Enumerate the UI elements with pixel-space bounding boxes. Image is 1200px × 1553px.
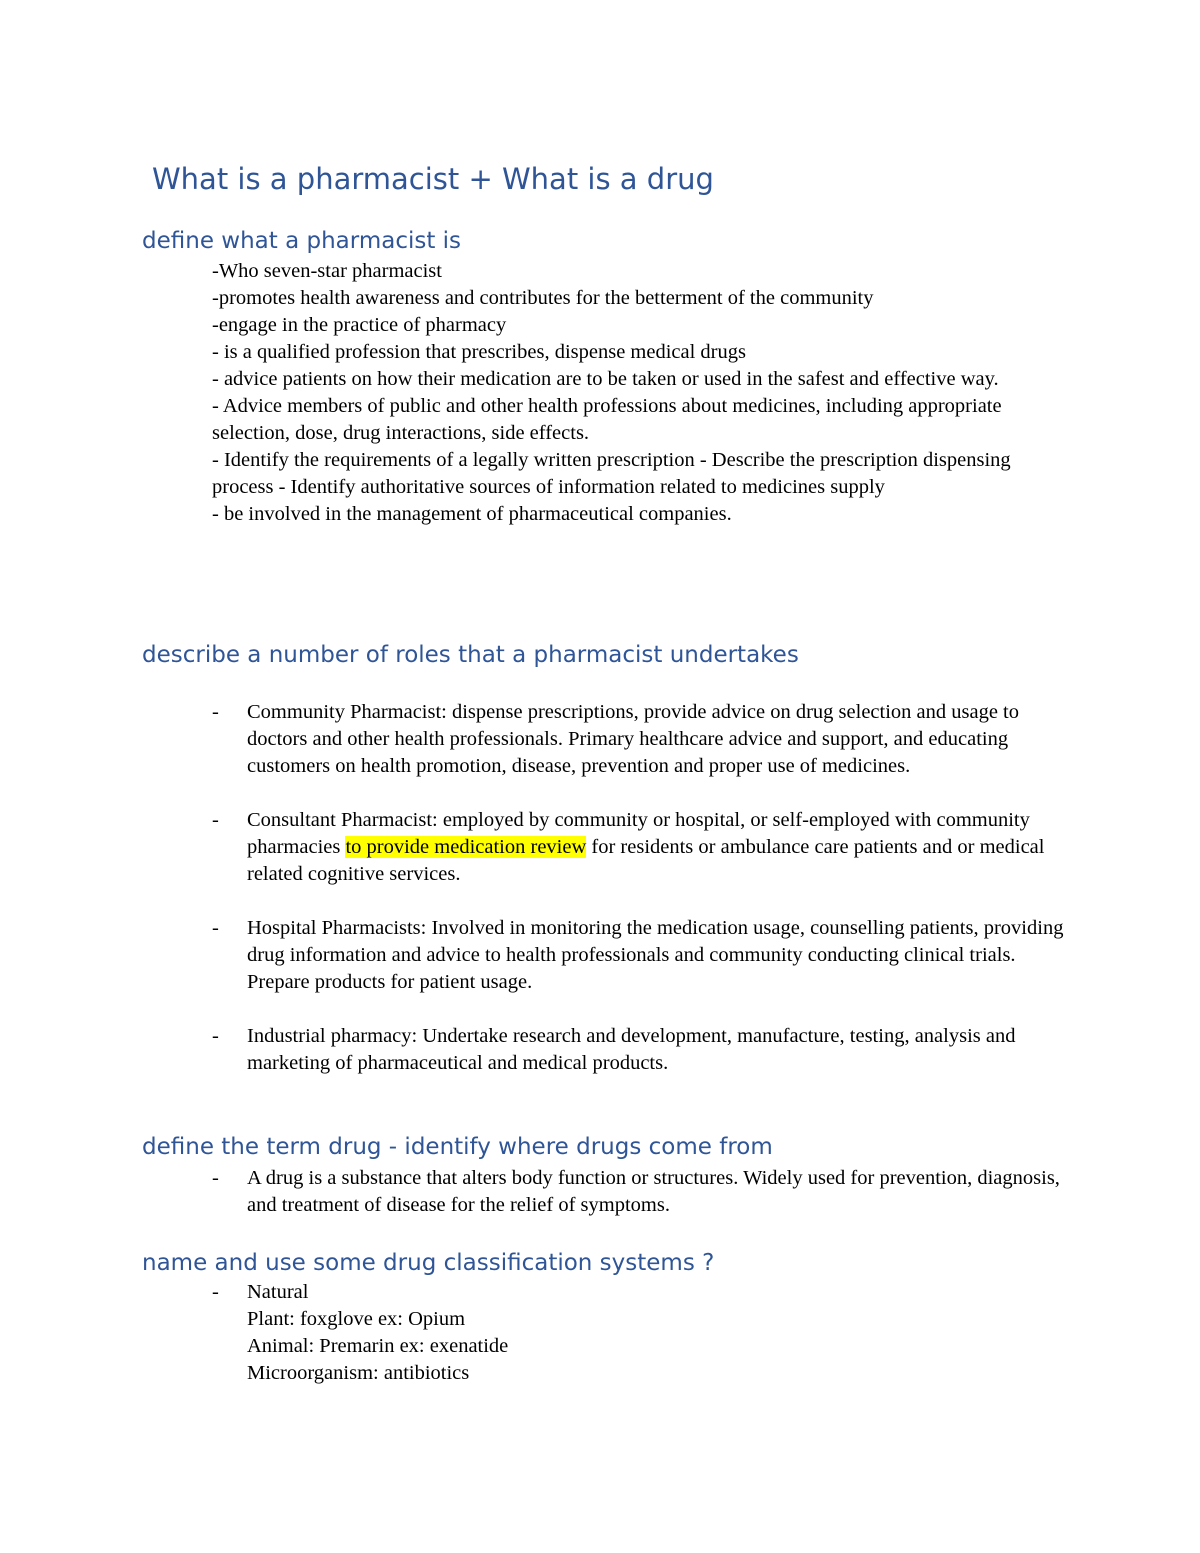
list-item: - is a qualified profession that prescribes, dispense medical drugs	[212, 341, 746, 363]
role-consultant-pharmacist	[212, 807, 1072, 888]
roles-list	[212, 699, 1072, 1077]
list-item: - advice patients on how their medication are to be taken or used in the safest and effective way.	[212, 368, 999, 390]
list-item: -engage in the practice of pharmacy	[212, 314, 507, 336]
classification-plant: Plant: foxglove ex: Opium	[247, 1308, 466, 1330]
classification-microorganism: Microorganism: antibiotics	[247, 1362, 470, 1384]
heading-drug-term: define the term drug - identify where drugs come from	[142, 1134, 773, 1160]
classification-natural: Natural	[247, 1281, 309, 1303]
dash-bullet: -	[212, 809, 219, 831]
highlighted-text: to provide medication review	[345, 836, 587, 858]
dash-bullet: -	[212, 701, 219, 723]
dash-bullet: -	[212, 1281, 219, 1303]
heading-define-pharmacist: define what a pharmacist is	[142, 228, 462, 254]
role-text: Hospital Pharmacists: Involved in monitoring the medication usage, counselling patients, providing drug information and advice to health professionals and community conducting clinical trials. Prepare products for patient usage.	[247, 917, 1064, 993]
role-text: Community Pharmacist: dispense prescriptions, provide advice on drug selection and usage to doctors and other health professionals. Primary healthcare advice and support, and educating customers on health promotion, disease, prevention and proper use of medicines.	[247, 701, 1020, 777]
list-item	[212, 1279, 1072, 1387]
pharmacist-definition-list	[212, 258, 1042, 528]
dash-bullet: -	[212, 1167, 219, 1189]
list-item: - Advice members of public and other health professions about medicines, including appropriate selection, dose, drug interactions, side effects.	[212, 395, 1002, 444]
document-title: What is a pharmacist + What is a drug	[152, 162, 714, 196]
role-industrial-pharmacy	[212, 1023, 1072, 1077]
heading-roles: describe a number of roles that a pharmacist undertakes	[142, 642, 799, 668]
drug-definition-text: A drug is a substance that alters body function or structures. Widely used for prevention, diagnosis, and treatment of disease for the relief of symptoms.	[247, 1167, 1060, 1216]
classification-animal: Animal: Premarin ex: exenatide	[247, 1335, 509, 1357]
list-item: -Who seven-star pharmacist	[212, 260, 442, 282]
role-text-before: Consultant Pharmacist: employed by community or hospital, or self-employed with community pharmacies	[247, 809, 1030, 858]
role-community-pharmacist	[212, 699, 1072, 780]
role-text: Industrial pharmacy: Undertake research and development, manufacture, testing, analysis and marketing of pharmaceutical and medical products.	[247, 1025, 1016, 1074]
dash-bullet: -	[212, 917, 219, 939]
list-item: - Identify the requirements of a legally written prescription - Describe the prescription dispensing process - Identify authoritative sources of information related to medicines supply	[212, 449, 1011, 498]
list-item	[212, 1165, 1072, 1219]
classification-list	[212, 1279, 1072, 1387]
list-item: -promotes health awareness and contributes for the betterment of the community	[212, 287, 874, 309]
list-item: - be involved in the management of pharmaceutical companies.	[212, 503, 732, 525]
dash-bullet: -	[212, 1025, 219, 1047]
role-hospital-pharmacist	[212, 915, 1072, 996]
drug-definition-list	[212, 1165, 1072, 1219]
role-text-after: for residents or ambulance care patients and or medical related cognitive services.	[247, 836, 1045, 885]
heading-classification: name and use some drug classification systems ?	[142, 1250, 715, 1276]
